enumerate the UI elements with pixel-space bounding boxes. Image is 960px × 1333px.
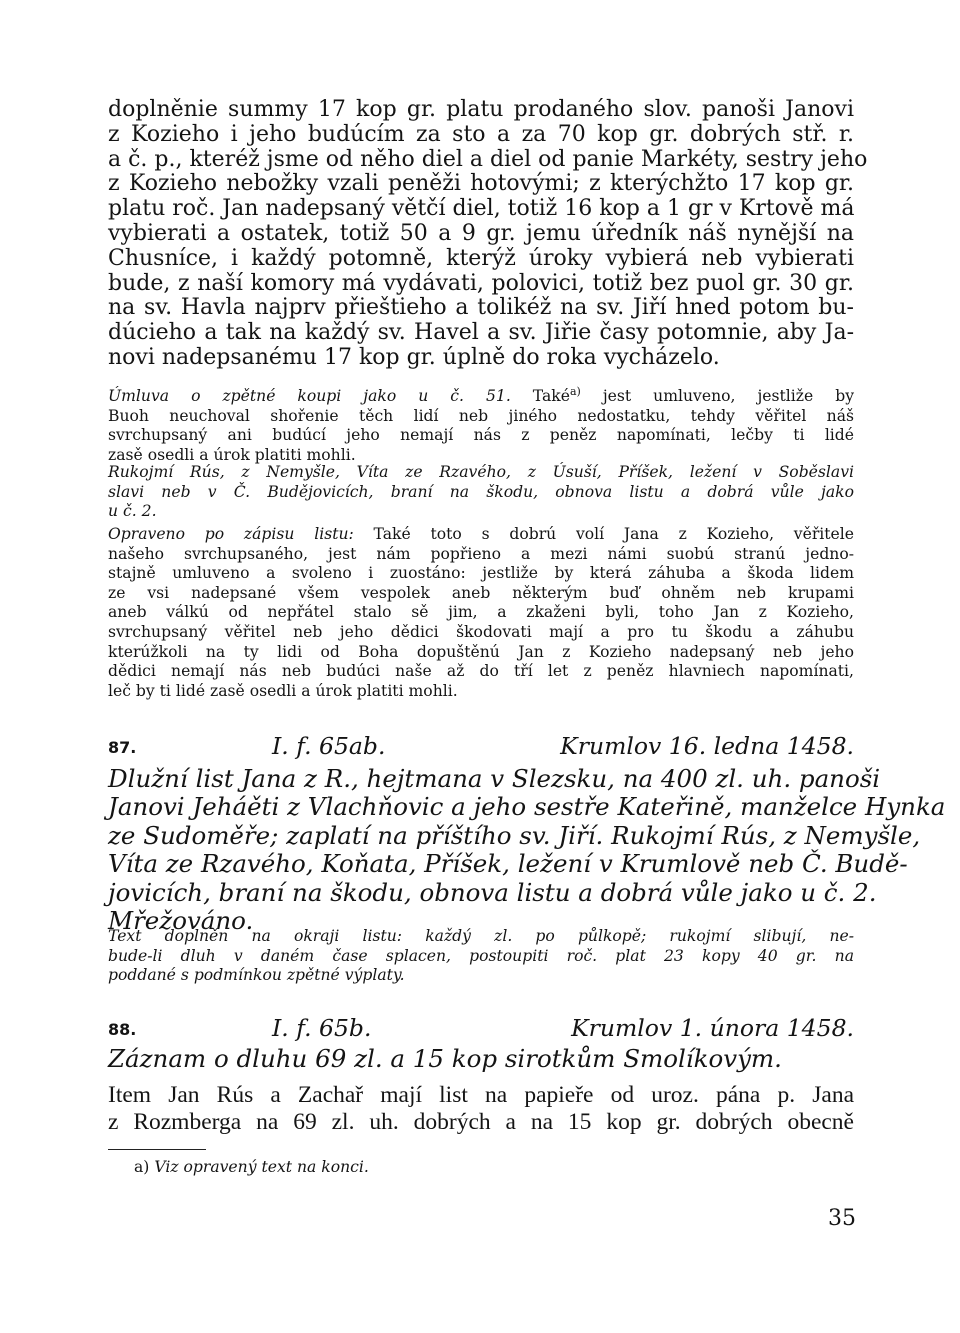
text-line: Text doplněn na okraji listu: každý zl. po půlkopě; rukojmí slibují, ne- <box>108 927 854 945</box>
text-line: Buoh neuchoval shořenie těch lidí neb jiného nedostatku, tehdy věřitel náš <box>108 406 854 425</box>
note-word: Také <box>532 387 570 406</box>
text-line: Dlužní list Jana z R., hejtmana v Slezsku, na 400 zl. uh. panoši <box>108 764 881 793</box>
continued-paragraph <box>108 97 868 371</box>
text-line: dúcieho a tak na každý sv. Havel a sv. Jiřie časy potomnie, aby Ja- <box>108 320 854 346</box>
text-line: a č. p., kteréž jsme od něho diel a diel od panie Markéty, sestry jeho <box>108 146 868 172</box>
entry-place-date: Krumlov 16. ledna 1458. <box>560 732 854 760</box>
text-line: platu roč. Jan nadepsaný větčí diel, totiž 16 kop a 1 gr v Krtově má <box>108 196 855 222</box>
text-line: novi nadepsanému 17 kop gr. úplně do roka vycházelo. <box>108 344 720 370</box>
text-line: z Rozmberga na 69 zl. uh. dobrých a na 15 kop gr. dobrých obecně <box>108 1108 854 1135</box>
text-line: aneb válkú od nepřátel stalo sě jim, a zkaženi byli, toho Jan z Kozieho, <box>108 603 854 622</box>
text-line: Rukojmí Rús, z Nemyšle, Víta ze Rzavého, z Úsuší, Příšek, ležení v Soběslavi <box>108 463 854 481</box>
text-line: ze Sudoměře; zaplatí na příštího sv. Jiří. Rukojmí Rús, z Nemyšle, <box>108 820 921 850</box>
footnote-rule <box>108 1149 206 1150</box>
text-line: slavi neb v Č. Budějovicích, braní na škodu, obnova listu a dobrá vůle jako <box>108 482 854 501</box>
text-line: Víta ze Rzavého, Koňata, Příšek, ležení v Krumlově neb Č. Budě- <box>108 849 908 879</box>
text-line: našeho svrchupsaného, jest nám popřieno a mezi námi suobú stranú jedno- <box>108 544 854 563</box>
entry-reference: I. f. 65ab. <box>272 732 386 760</box>
entry-number: 88. <box>108 1020 137 1039</box>
footnote-text: Viz opravený text na konci. <box>154 1158 369 1176</box>
text-line: dědici nemají nás neb budúci naše až do tří let z peněz hlavniech napomínati, <box>108 662 854 681</box>
text-line: poddané s podmínkou zpětné výplaty. <box>108 966 405 985</box>
note-head: Opraveno po zápisu listu: <box>108 525 354 543</box>
text-line: zasě osedli a úrok platiti mohli. <box>108 445 356 464</box>
entry-place-date: Krumlov 1. února 1458. <box>571 1014 854 1042</box>
entry-88-title <box>108 1045 854 1073</box>
note-umluva <box>108 382 854 466</box>
note-text: Také toto s dobrú volí Jana z Kozieho, věřitele <box>373 525 854 543</box>
text-line: u č. 2. <box>108 502 157 521</box>
text-line: z Kozieho i jeho budúcím za sto a za 70 kop gr. dobrých stř. r. <box>108 121 854 147</box>
footnote-ref: a) <box>569 385 581 398</box>
text-line: jovicích, braní na škodu, obnova listu a dobrá vůle jako u č. 2. <box>108 877 877 907</box>
text-line: z Kozieho nebožky vzali peněži hotovými; z kterýchžto 17 kop gr. <box>108 171 854 197</box>
text-line: vybierati a ostatek, totiž 50 a 9 gr. jemu úředník náš nynější na <box>108 220 854 246</box>
text-line: ze vsi nadepsané všem vespolek aneb některým buď ohněm neb krupami <box>108 583 854 602</box>
text-line: Chusníce, i každý potomně, kterýž úroky vybierá neb vybierati <box>108 245 854 271</box>
page-number: 35 <box>828 1206 856 1231</box>
entry-number: 87. <box>108 738 137 757</box>
text-line: kterúžkoli na ty lidi od Boha dopuštěnú Jan z Kozieho nadepsaný neb jeho <box>108 642 854 661</box>
text-line: Záznam o dluhu 69 zl. a 15 kop sirotkům Smolíkovým. <box>108 1044 782 1073</box>
text-line: bude, z naší komory má vydávati, polovici, totiž bez puol gr. 30 gr. <box>108 270 854 296</box>
note-head: Úmluva o zpětné koupi jako u č. 51. <box>108 387 511 406</box>
note-opraveno <box>108 525 854 701</box>
text-line: svrchupsaný ani budúcí jeho nemají nás z peněz napomínati, lečby ti lidé <box>108 426 854 445</box>
note-text: jest umluveno, jestliže by <box>602 387 855 406</box>
text-line: leč by ti lidé zasě osedli a úrok platiti mohli. <box>108 681 458 700</box>
text-line: svrchupsaný věřitel neb jeho dědici škodovati mají a pro tu škodu a záhubu <box>108 622 854 641</box>
note-rukojmi <box>108 463 854 522</box>
text-line: Mřežováno. <box>108 906 254 936</box>
text-line: Janovi Jeháěti z Vlachňovic a jeho sestře Kateřině, manželce Hynka <box>108 792 946 822</box>
entry-88-text <box>108 1082 854 1135</box>
footnote-mark: a) <box>134 1158 150 1176</box>
text-line: stajně umluveno a svoleno i zuostáno: jestliže by která záhuba a škoda lidem <box>108 564 854 583</box>
text-line: bude-li dluh v daném čase splacen, postoupiti roč. plat 23 kopy 40 gr. na <box>108 946 854 965</box>
text-line: doplněnie summy 17 kop gr. platu prodaného slov. panoši Janovi <box>108 97 854 122</box>
text-line: Item Jan Rús a Zachař mají list na papieře od uroz. pána p. Jana <box>108 1082 854 1108</box>
entry-87-note <box>108 927 854 986</box>
text-line: na sv. Havla najprv přieštieho a tolikéž na sv. Jiří hned potom bu- <box>108 295 854 321</box>
footnote <box>134 1158 369 1176</box>
entry-reference: I. f. 65b. <box>272 1014 372 1042</box>
